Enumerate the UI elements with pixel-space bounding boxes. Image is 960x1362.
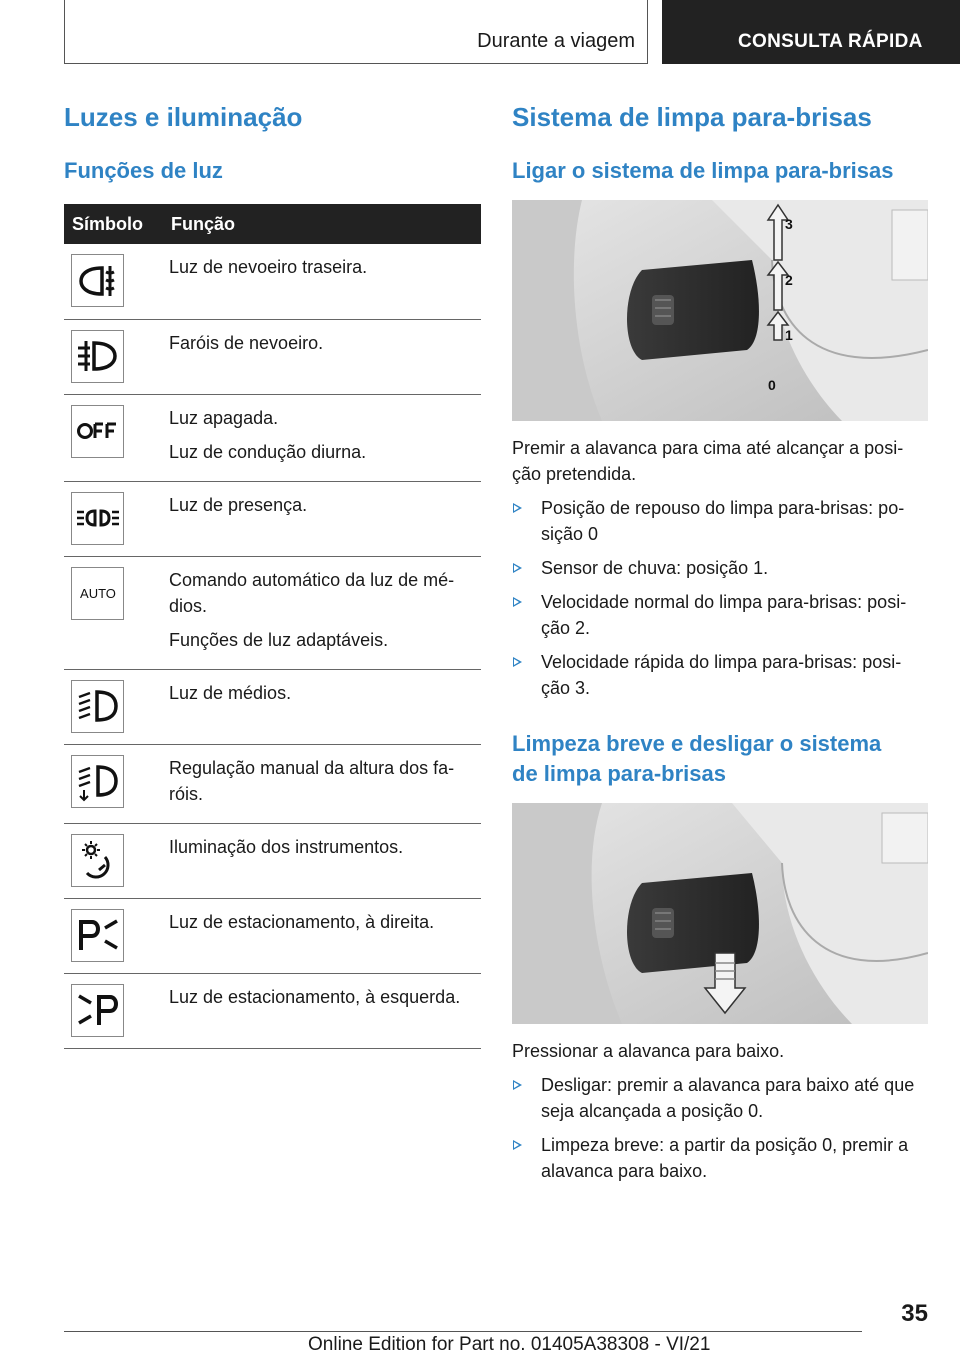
parking-left-icon: [71, 984, 124, 1037]
table-row: [64, 556, 481, 669]
list-item: Posição de repouso do limpa para-brisas: po-sição 0: [512, 495, 928, 547]
function-text: Luz apagada.: [169, 407, 279, 428]
wiper-label-0: 0: [768, 377, 776, 393]
wiper-on-heading: Ligar o sistema de limpa para-brisas: [512, 158, 894, 183]
light-functions-table: [64, 204, 481, 1049]
off-icon: [71, 405, 124, 458]
header-chapter-label: CONSULTA RÁPIDA: [738, 31, 923, 52]
list-item: Desligar: premir a alavanca para baixo até que seja alcançada a posição 0.: [512, 1072, 928, 1124]
table-header-symbol: Símbolo: [64, 204, 163, 244]
wiper-label-3: 3: [785, 216, 793, 232]
auto-icon: [71, 567, 124, 620]
table-row: [64, 669, 481, 744]
wiper-brief-off-heading: Limpeza breve e desligar o sistema de limpa para-brisas: [512, 731, 882, 786]
triangle-bullet-icon: [513, 597, 522, 607]
wiper-positions-list: [512, 495, 928, 701]
triangle-bullet-icon: [513, 563, 522, 573]
wiper-lever-up-illustration: [512, 200, 928, 421]
footer-edition: Online Edition for Part no. 01405A38308 - VI/21: [308, 1334, 711, 1355]
function-text: Faróis de nevoeiro.: [169, 332, 324, 353]
parking-right-icon: [71, 909, 124, 962]
table-row: [64, 244, 481, 319]
header-section-label: Durante a viagem: [477, 30, 635, 52]
parking-light-icon: [71, 492, 124, 545]
rear-fog-light-icon: [71, 254, 124, 307]
header-section-tab: [64, 0, 648, 64]
function-text: Luz de nevoeiro traseira.: [169, 257, 368, 277]
table-row: [64, 898, 481, 973]
table-row: [64, 744, 481, 823]
footer-divider: [64, 1331, 862, 1332]
wiper-system-title: Sistema de limpa para-brisas: [512, 102, 872, 132]
front-fog-light-icon: [71, 330, 124, 383]
wiper-on-instruction: Premir a alavanca para cima até alcançar a posi-ção pretendida.: [512, 438, 904, 484]
table-row: [64, 319, 481, 394]
list-item: Velocidade rápida do limpa para-brisas: posi-ção 3.: [512, 649, 928, 701]
function-text: Regulação manual da altura dos fa-róis.: [169, 757, 455, 804]
function-text: Luz de médios.: [169, 682, 292, 703]
function-text: Funções de luz adaptáveis.: [169, 629, 389, 650]
right-column: [512, 100, 928, 1184]
list-item: Velocidade normal do limpa para-brisas: posi-ção 2.: [512, 589, 928, 641]
triangle-bullet-icon: [513, 1080, 522, 1090]
table-row: [64, 973, 481, 1048]
headlight-range-icon: [71, 755, 124, 808]
header-chapter-tab: [662, 0, 960, 64]
list-item: Limpeza breve: a partir da posição 0, premir a alavanca para baixo.: [512, 1132, 928, 1184]
table-row: [64, 481, 481, 556]
wiper-label-1: 1: [785, 327, 793, 343]
function-text: Luz de presença.: [169, 494, 308, 515]
triangle-bullet-icon: [513, 503, 522, 513]
svg-text:AUTO: AUTO: [79, 586, 116, 601]
light-functions-subtitle: Funções de luz: [64, 158, 223, 183]
low-beam-icon: [71, 680, 124, 733]
list-item: Sensor de chuva: posição 1.: [512, 555, 928, 581]
instrument-lighting-icon: [71, 834, 124, 887]
function-text: Luz de estacionamento, à esquerda.: [169, 986, 461, 1007]
triangle-bullet-icon: [513, 1140, 522, 1150]
left-column: [64, 100, 481, 1049]
table-row: [64, 394, 481, 481]
table-row: [64, 823, 481, 898]
table-header-function: Função: [163, 204, 481, 244]
wiper-label-2: 2: [785, 272, 793, 288]
function-text: Luz de condução diurna.: [169, 441, 367, 462]
function-text: Luz de estacionamento, à direita.: [169, 911, 435, 932]
function-text: Comando automático da luz de mé-dios.: [169, 569, 455, 616]
triangle-bullet-icon: [513, 657, 522, 667]
wiper-lever-down-illustration: [512, 803, 928, 1024]
function-text: Iluminação dos instrumentos.: [169, 836, 404, 857]
wiper-down-instruction: Pressionar a alavanca para baixo.: [512, 1041, 785, 1061]
page-number: 35: [901, 1300, 928, 1327]
lights-title: Luzes e iluminação: [64, 102, 303, 132]
wiper-off-list: [512, 1072, 928, 1184]
